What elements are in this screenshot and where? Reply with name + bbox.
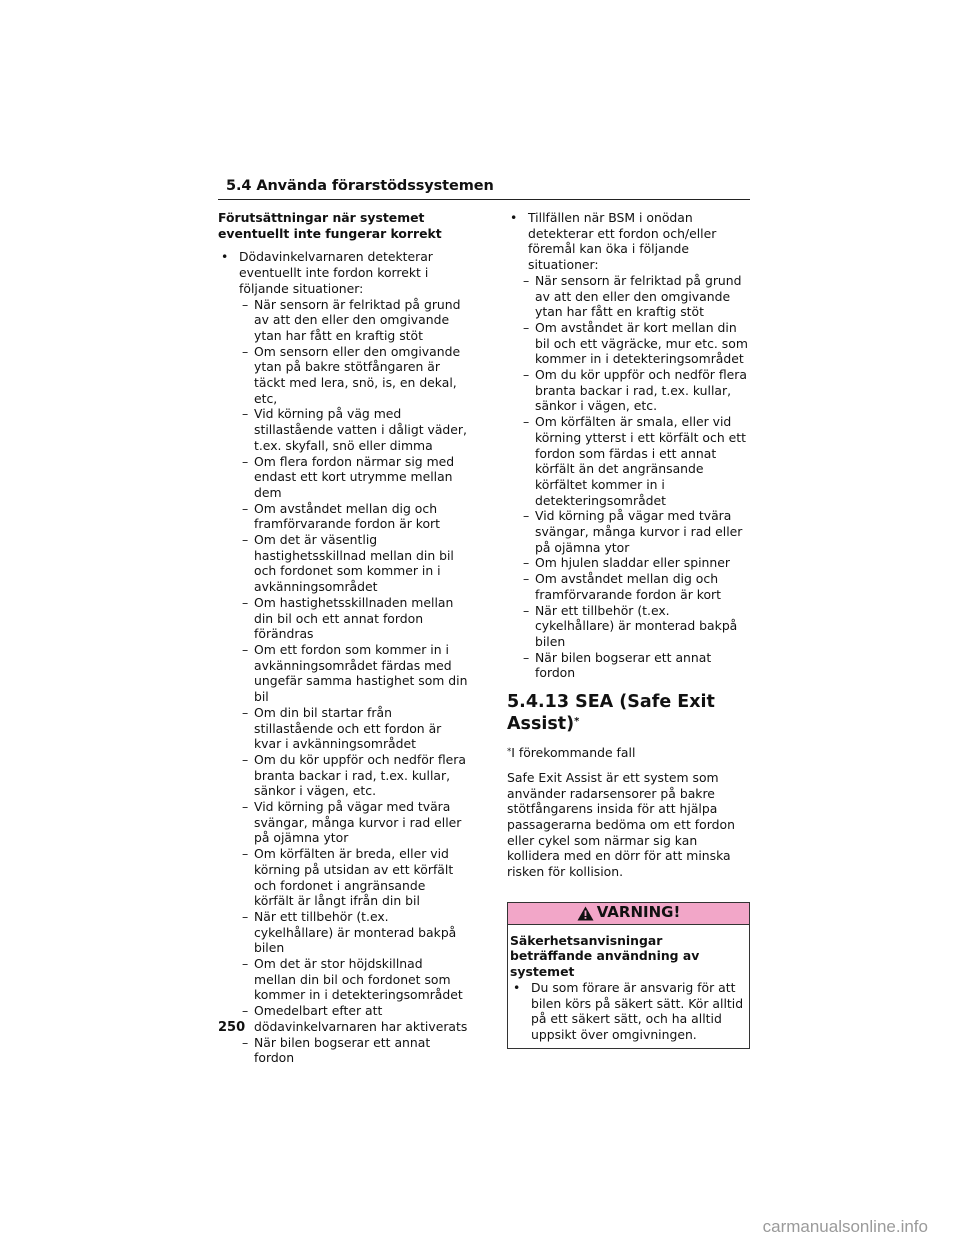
condition-text: När ett tillbehör (t.ex. cykelhållare) är monterad bakpå bilen [254,908,457,956]
bullet-symbol: • [510,210,518,225]
dash-marker: – [242,1034,249,1050]
condition-text: När ett tillbehör (t.ex. cykelhållare) är monterad bakpå bilen [535,602,738,649]
condition-item [218,297,468,344]
bsm-bullet [507,210,750,273]
dash-marker: – [242,751,249,767]
note-text: I förekommande fall [511,745,636,761]
sea-description: Safe Exit Assist är ett system som använder radarsensorer på bakre stötfångarens insida för att hjälpa passagerarna bedöma om ett fordon eller cykel som närmar sig kan kollidera med en dörr för att minska risken för kollision. [507,769,735,880]
right-condition-list [507,273,750,681]
condition-text: Om flera fordon närmar sig med endast ett kort utrymme mellan dem [254,453,455,500]
heading-footnote-mark: * [574,716,580,728]
note-mark: * [507,747,512,758]
right-column [507,210,750,1049]
dash-marker: – [523,508,530,524]
dash-marker: – [523,367,530,383]
dash-marker: – [242,846,249,862]
condition-text: Om det är stor höjdskillnad mellan din bil och fordonet som kommer in i detekteringsområdet [254,956,463,1003]
condition-text: När bilen bogserar ett annat fordon [535,649,712,681]
dash-marker: – [242,1003,249,1019]
section-heading-text: 5.4.13 SEA (Safe Exit Assist) [507,692,715,735]
dash-marker: – [242,532,249,548]
dash-marker: – [523,319,530,335]
section-header-title: 5.4 Använda förarstödssystemen [226,178,494,194]
condition-text: Om avståndet mellan dig och framförvarande fordon är kort [535,571,721,602]
condition-text: Om avståndet mellan dig och framförvarande fordon är kort [254,500,440,532]
dash-marker: – [242,908,249,924]
condition-text: Om det är väsentlig hastighetsskillnad mellan din bil och fordonet som kommer in i avkänningsområdet [254,532,454,595]
page-number: 250 [218,1020,246,1035]
condition-text: Om avståndet är kort mellan din bil och ett vägräcke, mur etc. som kommer in i detekteringsområdet [535,319,748,367]
condition-text: Vid körning på väg med stillastående vatten i dåligt väder, t.ex. skyfall, snö eller dimma [254,406,467,453]
warning-banner [508,903,749,925]
warning-bullet-text: Du som förare är ansvarig för att bilen körs på säkert sätt. Kör alltid på ett säkert sätt, och ha alltid uppsikt över omgivningen. [531,979,744,1042]
condition-item [507,555,750,571]
condition-item [218,642,468,705]
availability-note [507,745,750,761]
warning-body [508,925,749,1043]
condition-text: Om hastighetsskillnaden mellan din bil och ett annat fordon förändras [254,594,454,642]
dash-marker: – [523,414,530,430]
condition-item [218,501,468,532]
condition-item [218,705,468,752]
blind-spot-bullet [218,249,468,296]
bullet-text: Dödavinkelvarnaren detekterar eventuellt inte fordon korrekt i följande situationer: [239,249,433,296]
condition-item [507,414,750,508]
condition-item [218,344,468,407]
condition-text: Omedelbart efter att dödavinkelvarnaren har aktiverats [254,1003,468,1034]
condition-item [218,752,468,799]
dash-marker: – [523,272,530,288]
condition-text: Vid körning på vägar med tvära svängar, många kurvor i rad eller på ojämna ytor [535,508,743,555]
left-column [218,210,468,1066]
condition-text: Om sensorn eller den omgivande ytan på bakre stötfångaren är täckt med lera, snö, is, en dekal, etc, [254,343,461,406]
dash-marker: – [242,296,249,312]
warning-triangle-icon [577,906,594,921]
dash-marker: – [242,500,249,516]
condition-item [218,532,468,595]
watermark: carmanualsonline.info [762,1217,928,1236]
dash-marker: – [242,799,249,815]
condition-text: Om du kör uppför och nedför flera branta backar i rad, t.ex. kullar, sänkor i vägen, etc. [254,751,466,799]
condition-item [218,799,468,846]
dash-marker: – [242,343,249,359]
dash-marker: – [523,602,530,618]
condition-item [218,1035,468,1066]
condition-text: När sensorn är felriktad på grund av att den eller den omgivande ytan har fått en kraftig stöt [254,296,461,343]
condition-item [507,320,750,367]
warning-bullet [510,980,747,1043]
condition-text: Om hjulen sladdar eller spinner [535,555,730,571]
conditions-subheading: Förutsättningar när systemet eventuellt inte fungerar korrekt [218,210,442,241]
warning-title: Säkerhetsanvisningar beträffande användning av systemet [510,932,700,980]
header-divider [218,199,750,200]
dash-marker: – [242,956,249,972]
bullet-symbol: • [513,979,521,995]
warning-label: VARNING! [596,903,681,922]
condition-text: Vid körning på vägar med tvära svängar, många kurvor i rad eller på ojämna ytor [254,799,462,846]
bullet-text: Tillfällen när BSM i onödan detekterar ett fordon och/eller föremål kan öka i följande situationer: [528,210,717,273]
condition-item [218,406,468,453]
dash-marker: – [242,453,249,469]
dash-marker: – [523,555,530,571]
condition-text: När sensorn är felriktad på grund av att den eller den omgivande ytan har fått en kraftig stöt [535,272,742,320]
condition-item [507,367,750,414]
dash-marker: – [523,649,530,665]
condition-text: Om ett fordon som kommer in i avkänningsområdet färdas med ungefär samma hastighet som din bil [254,641,468,705]
condition-item [218,1003,468,1034]
condition-item [507,650,750,681]
condition-text: När bilen bogserar ett annat fordon [254,1034,431,1066]
condition-item [218,909,468,956]
condition-item [507,273,750,320]
condition-item [507,508,750,555]
condition-text: Om din bil startar från stillastående och ett fordon är kvar i avkänningsområdet [254,704,442,752]
condition-text: Om körfälten är smala, eller vid körning ytterst i ett körfält och ett fordon som färdas i ett annat körfält än det angränsande körfältet kommer in i detekteringsområdet [535,414,746,508]
condition-item [218,956,468,1003]
dash-marker: – [242,406,249,422]
condition-text: Om du kör uppför och nedför flera branta backar i rad, t.ex. kullar, sänkor i vägen, etc. [535,367,747,414]
warning-box [507,902,750,1049]
dash-marker: – [242,594,249,610]
condition-item [218,454,468,501]
condition-item [218,595,468,642]
dash-marker: – [242,641,249,657]
left-condition-list [218,297,468,1066]
dash-marker: – [523,571,530,587]
dash-marker: – [242,704,249,720]
section-heading [507,691,750,735]
condition-item [218,846,468,909]
bullet-symbol: • [221,249,229,265]
condition-item [507,603,750,650]
condition-text: Om körfälten är breda, eller vid körning på utsidan av ett körfält och fordonet i angränsande körfält är långt ifrån din bil [254,846,454,909]
condition-item [507,571,750,602]
